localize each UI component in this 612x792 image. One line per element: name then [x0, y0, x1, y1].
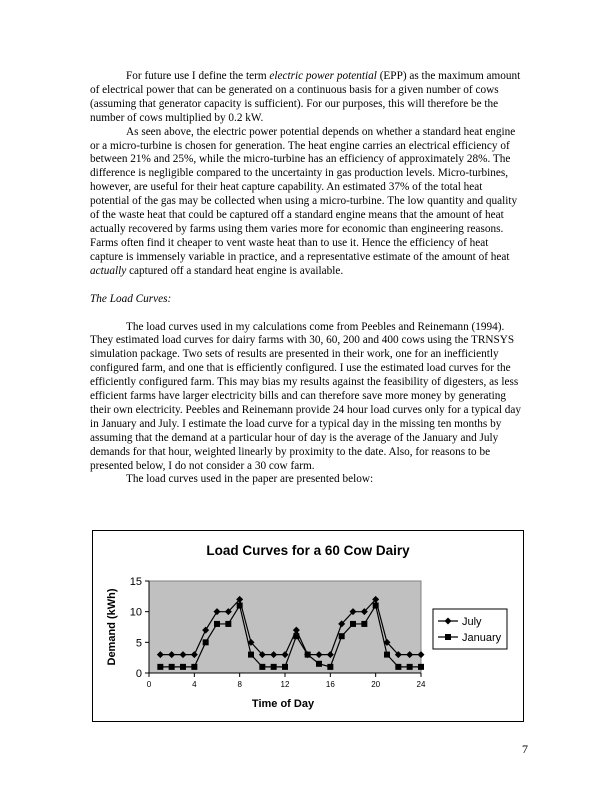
legend-label-january: January [462, 632, 502, 644]
data-point-january [225, 621, 231, 627]
chart-frame [92, 530, 524, 722]
data-point-january [418, 664, 424, 670]
emphasis-text: electric power potential [269, 70, 377, 82]
section-heading: The Load Curves: [90, 292, 172, 305]
data-point-january [259, 664, 265, 670]
data-point-january [305, 652, 311, 658]
data-point-january [293, 633, 299, 639]
x-tick-label: 24 [416, 680, 426, 689]
data-point-january [316, 661, 322, 667]
legend-label-july: July [462, 616, 482, 628]
y-axis-label: Demand (kWh) [106, 588, 118, 666]
data-point-january [350, 621, 356, 627]
data-point-january [361, 621, 367, 627]
paragraph-heat-engine [90, 126, 522, 279]
page-number: 7 [522, 742, 528, 756]
x-tick-label: 8 [237, 680, 242, 689]
data-point-january [373, 603, 379, 609]
paragraph-text: As seen above, the electric power potential depends on whether a standard heat engine or a micro-turbine is chosen for generation. The heat engine carries an electrical efficiency of between 21% and 25%, while the micro-turbine has an efficiency of approximately 28%. The difference is negligible compared to the uncertainty in gas production levels. Micro-turbines, however, are useful for their heat capture capability. An estimated 37% of the total heat potential of the gas may be collected when using a micro-turbine. The low quantity and quality of the waste heat that could be captured off a standard engine means that the amount of heat actually recovered by farms using them varies more for economic than engineering reasons. Farms often find it cheaper to vent waste heat than to use it. Hence the efficiency of heat capture is immensely variable in practice, and a representative estimate of the amount of heat [90, 125, 518, 263]
data-point-january [271, 664, 277, 670]
paragraph-text: For future use I define the term [126, 70, 270, 82]
x-tick-label: 16 [325, 680, 335, 689]
paragraph-load-curves: The load curves used in my calculations come from Peebles and Reinemann (1994). They estimated load curves for dairy farms with 30, 60, 200 and 400 cows using the TRNSYS simulation package. Two sets of results are presented in their work, one for an inefficiently configured farm, and one that is efficiently configured. I use the estimated load curves for the efficiently configured farm. This may bias my results against the feasibility of digesters, as less efficient farms have larger electricity bills and can therefore save more money by generating their own electricity. Peebles and Reinemann provide 24 hour load curves only for a typical day in January and July. I estimate the load curve for a typical day in the missing ten months by assuming that the demand at a particular hour of day is the average of the January and July demands for that hour, weighted linearly by proximity to the date. Also, for reasons to be presented below, I do not consider a 30 cow farm. [90, 320, 522, 472]
y-tick-label: 10 [129, 606, 142, 619]
emphasis-text: actually [90, 264, 127, 277]
x-tick-label: 12 [280, 680, 290, 689]
data-point-january [214, 621, 220, 627]
x-tick-label: 0 [146, 680, 152, 689]
data-point-january [248, 652, 254, 658]
paragraph-epp [90, 70, 522, 126]
chart-title: Load Curves for a 60 Cow Dairy [206, 543, 410, 558]
data-point-january [157, 664, 163, 670]
x-tick-label: 20 [371, 680, 381, 689]
y-tick-label: 0 [135, 668, 142, 680]
data-point-january [169, 664, 175, 670]
data-point-january [327, 664, 333, 670]
x-axis-label: Time of Day [251, 698, 315, 710]
load-curve-chart [93, 531, 523, 721]
paragraph-text: captured off a standard heat engine is available. [126, 264, 344, 277]
data-point-january [407, 664, 413, 670]
data-point-january [339, 633, 345, 639]
legend-marker-january [445, 634, 451, 640]
data-point-january [191, 664, 197, 670]
data-point-january [237, 603, 243, 609]
paragraph-presented-below: The load curves used in the paper are presented below: [126, 473, 374, 486]
body-text [90, 70, 522, 487]
y-tick-label: 5 [135, 637, 142, 650]
paragraph-text: (EPP) as the maximum amount of electrical power that can be generated on a continuous basis for a given number of cows (assuming that generator capacity is sufficient). For our purposes, this will therefore be the number of cows multiplied by 0.2 kW. [90, 70, 521, 124]
data-point-january [203, 639, 209, 645]
data-point-january [180, 664, 186, 670]
data-point-january [282, 664, 288, 670]
y-tick-label: 15 [129, 576, 142, 588]
data-point-january [395, 664, 401, 670]
x-tick-label: 4 [192, 680, 197, 689]
data-point-january [384, 652, 390, 658]
